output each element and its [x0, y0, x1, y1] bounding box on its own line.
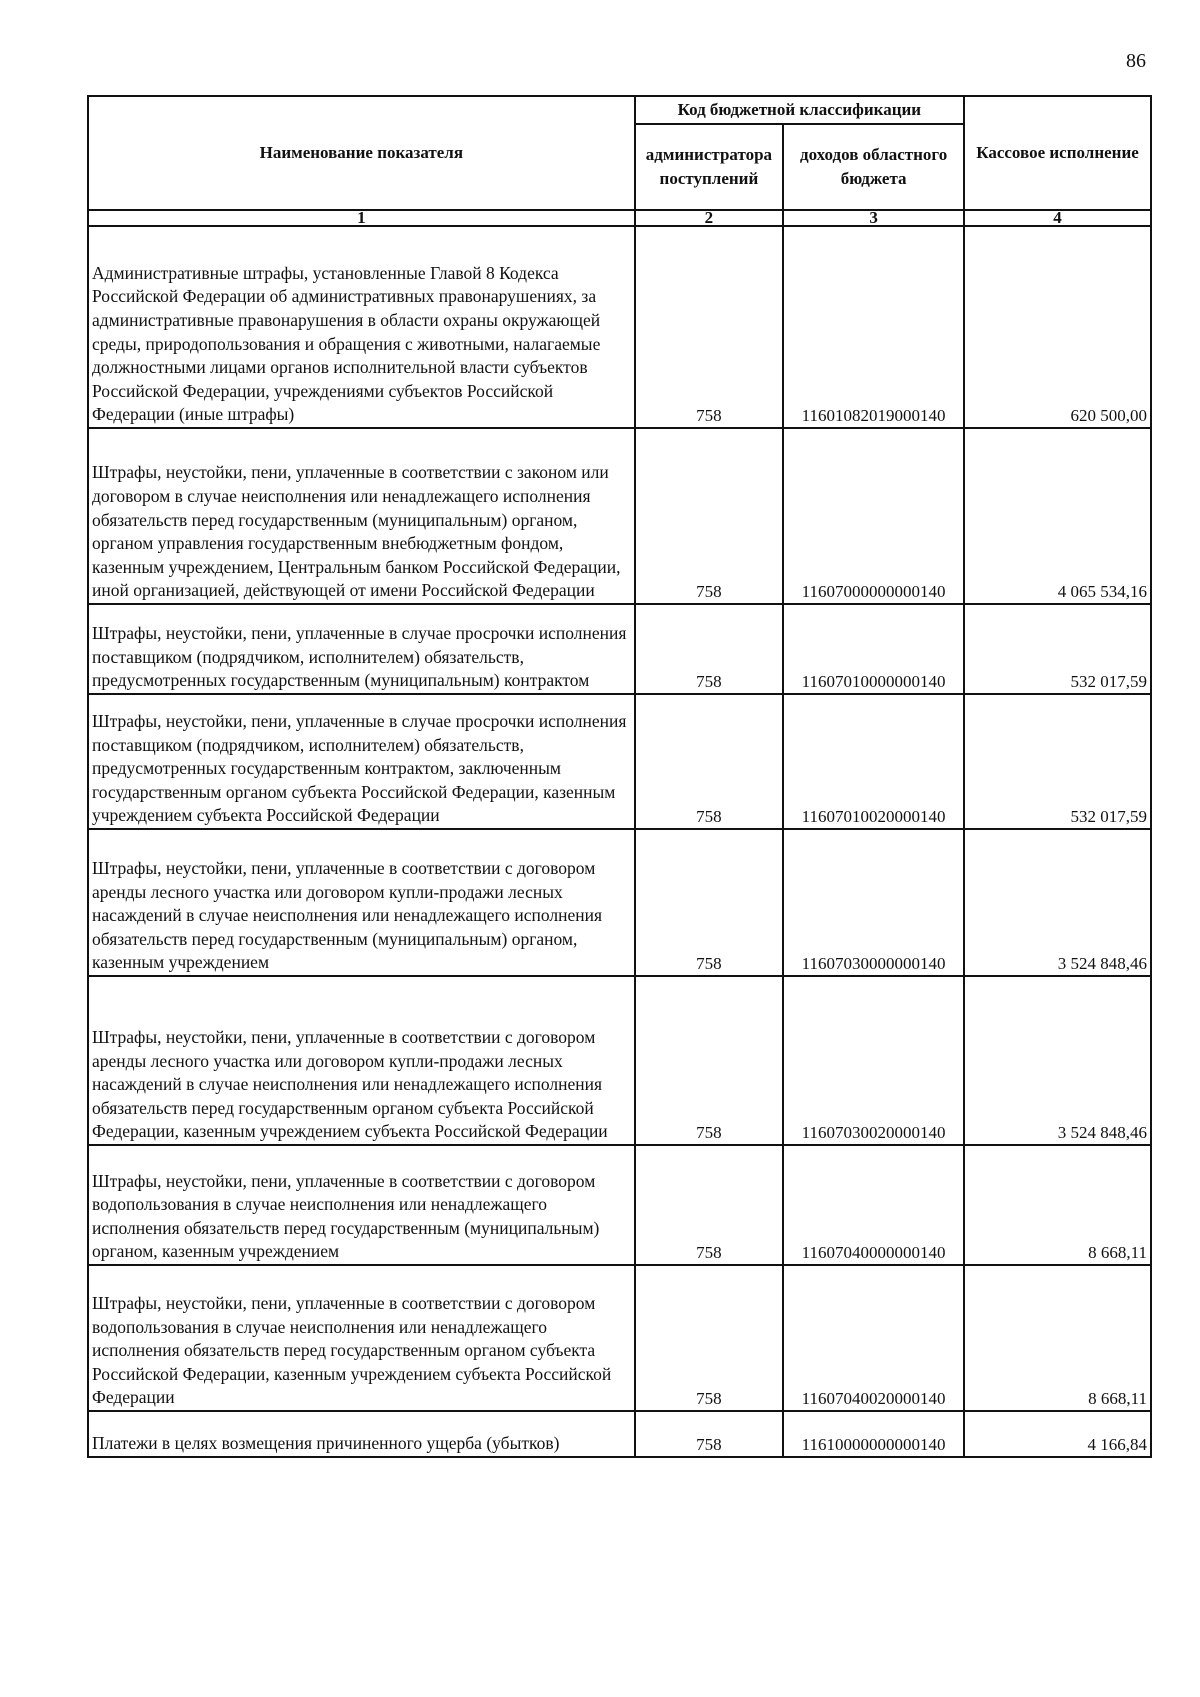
income-code: 11601082019000140 — [783, 226, 964, 428]
admin-code: 758 — [635, 694, 784, 829]
cash-amount: 532 017,59 — [964, 694, 1151, 829]
table-row — [88, 976, 1151, 1145]
header-indicator-name: Наименование показателя — [88, 96, 635, 210]
cash-amount: 8 668,11 — [964, 1145, 1151, 1265]
cash-amount: 8 668,11 — [964, 1265, 1151, 1411]
cash-amount: 3 524 848,46 — [964, 976, 1151, 1145]
column-number: 1 — [88, 210, 635, 226]
cash-amount: 4 065 534,16 — [964, 428, 1151, 604]
header-income-code: доходов областного бюджета — [783, 124, 964, 210]
admin-code: 758 — [635, 1145, 784, 1265]
table-row — [88, 1145, 1151, 1265]
table-row — [88, 1411, 1151, 1457]
income-code: 11607000000000140 — [783, 428, 964, 604]
indicator-name: Штрафы, неустойки, пени, уплаченные в соответствии с договором водопользования в случае неисполнения или ненадлежащего исполнения обязательств перед государственным органом субъекта Российской Федерации, казенным учреждением субъекта Российской Федерации — [88, 1265, 635, 1411]
indicator-name: Штрафы, неустойки, пени, уплаченные в случае просрочки исполнения поставщиком (подрядчиком, исполнителем) обязательств, предусмотренных государственным (муниципальным) контрактом — [88, 604, 635, 694]
income-code: 11610000000000140 — [783, 1411, 964, 1457]
budget-table — [87, 95, 1152, 1458]
indicator-name: Штрафы, неустойки, пени, уплаченные в соответствии с договором водопользования в случае неисполнения или ненадлежащего исполнения обязательств перед государственным (муниципальным) органом, казенным учреждением — [88, 1145, 635, 1265]
cash-amount: 4 166,84 — [964, 1411, 1151, 1457]
admin-code: 758 — [635, 976, 784, 1145]
table-row — [88, 1265, 1151, 1411]
admin-code: 758 — [635, 604, 784, 694]
table-row — [88, 226, 1151, 428]
table-row — [88, 604, 1151, 694]
admin-code: 758 — [635, 1265, 784, 1411]
admin-code: 758 — [635, 226, 784, 428]
column-number: 2 — [635, 210, 784, 226]
indicator-name: Штрафы, неустойки, пени, уплаченные в соответствии с договором аренды лесного участка или договором купли-продажи лесных насаждений в случае неисполнения или ненадлежащего исполнения обязательств перед государственным органом субъекта Российской Федерации, казенным учреждением субъекта Российской Федерации — [88, 976, 635, 1145]
indicator-name: Штрафы, неустойки, пени, уплаченные в случае просрочки исполнения поставщиком (подрядчиком, исполнителем) обязательств, предусмотренных государственным контрактом, заключенным государственным органом субъекта Российской Федерации, казенным учреждением субъекта Российской Федерации — [88, 694, 635, 829]
income-code: 11607030020000140 — [783, 976, 964, 1145]
income-code: 11607030000000140 — [783, 829, 964, 976]
admin-code: 758 — [635, 1411, 784, 1457]
income-code: 11607040020000140 — [783, 1265, 964, 1411]
indicator-name: Штрафы, неустойки, пени, уплаченные в соответствии с договором аренды лесного участка или договором купли-продажи лесных насаждений в случае неисполнения или ненадлежащего исполнения обязательств перед государственным (муниципальным) органом, казенным учреждением — [88, 829, 635, 976]
indicator-name: Платежи в целях возмещения причиненного ущерба (убытков) — [88, 1411, 635, 1457]
table-row — [88, 829, 1151, 976]
column-number: 3 — [783, 210, 964, 226]
indicator-name: Административные штрафы, установленные Главой 8 Кодекса Российской Федерации об административных правонарушениях, за административные правонарушения в области охраны окружающей среды, природопользования и обращения с животными, налагаемые должностными лицами органов исполнительной власти субъектов Российской Федерации, учреждениями субъектов Российской Федерации (иные штрафы) — [88, 226, 635, 428]
income-code: 11607040000000140 — [783, 1145, 964, 1265]
table-row — [88, 428, 1151, 604]
header-budget-code-group: Код бюджетной классификации — [635, 96, 964, 124]
admin-code: 758 — [635, 428, 784, 604]
admin-code: 758 — [635, 829, 784, 976]
indicator-name: Штрафы, неустойки, пени, уплаченные в соответствии с законом или договором в случае неисполнения или ненадлежащего исполнения обязательств перед государственным (муниципальным) органом, органом управления государственным внебюджетным фондом, казенным учреждением, Центральным банком Российской Федерации, иной организацией, действующей от имени Российской Федерации — [88, 428, 635, 604]
column-number: 4 — [964, 210, 1151, 226]
header-admin-code: администратора поступлений — [635, 124, 784, 210]
header-cash-execution: Кассовое исполнение — [964, 96, 1151, 210]
page-number: 86 — [1126, 50, 1146, 72]
income-code: 11607010020000140 — [783, 694, 964, 829]
cash-amount: 3 524 848,46 — [964, 829, 1151, 976]
cash-amount: 532 017,59 — [964, 604, 1151, 694]
cash-amount: 620 500,00 — [964, 226, 1151, 428]
income-code: 11607010000000140 — [783, 604, 964, 694]
table-row — [88, 694, 1151, 829]
